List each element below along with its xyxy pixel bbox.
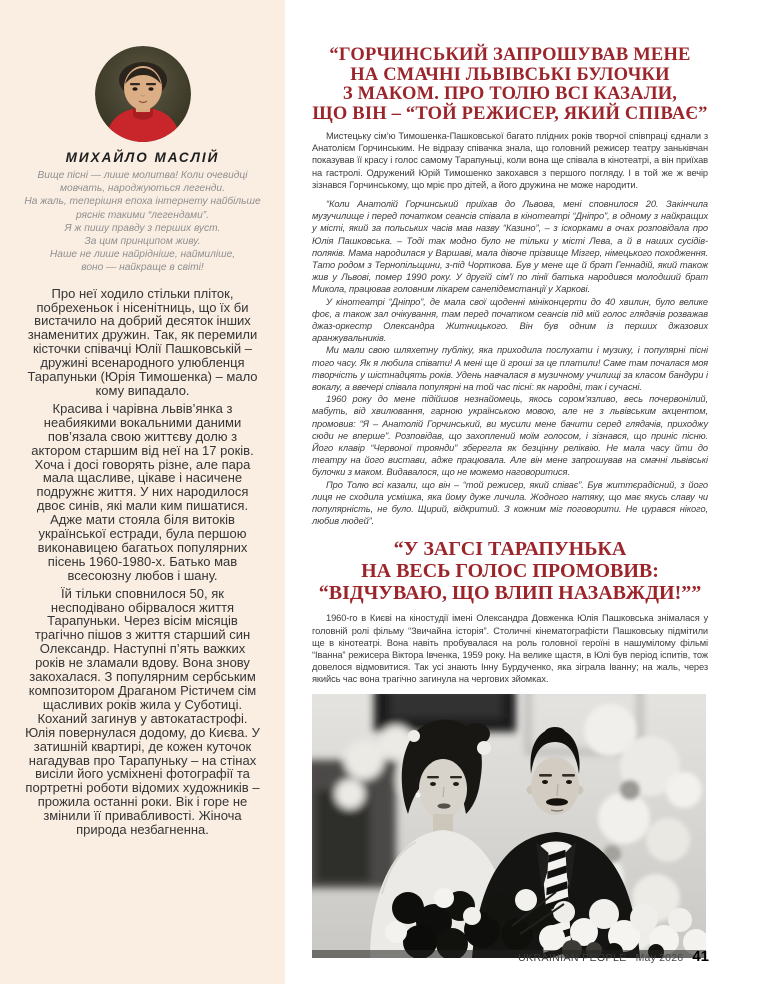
motto-line: Я ж пишу правду з перших вуст.: [64, 222, 221, 234]
wedding-photo: [312, 694, 706, 958]
sidebar-lede: [25, 287, 261, 837]
magazine-name: UKRAINIAN PEOPLE: [518, 952, 627, 964]
paragraph: У кінотеатрі “Дніпро”, де мала свої щоденні мініконцерти до 40 хвилин, було велике фоє, а також зал очікування, там перед початком сеансів під мій голос глядачів розважав джаз-оркестр Олександра Житницького. Він був одним із перших джазових аранжувальників.: [312, 296, 708, 344]
headline-line: НА ВЕСЬ ГОЛОС ПРОМОВИВ:: [361, 559, 659, 582]
headline-secondary: [312, 538, 708, 605]
author-portrait-illustration: [95, 46, 191, 142]
headline-line: “ГОРЧИНСЬКИЙ ЗАПРОШУВАВ МЕНЕ: [329, 45, 691, 65]
motto-line: Наше не лише найрідніше, наймиліше,: [49, 249, 236, 261]
paragraph: “Коли Анатолій Горчинський приїхав до Львова, мені сповнилося 20. Закінчила музучилище і перед початком сеансів співала в кінотеатрі “Дніпро”, в одному з найкращих у місті, який за польських часів мав назву “Казино”, – з іскорками в очах розповідала про Юлія Пашковська. – Тоді так модно було не тільки у місті Лева, а й в наших сусідів-поляків. Мама народилася у Варшаві, мала дівоче прізвище Мізгер, німецького походження. Тато родом з Тернопільщини, з-під Чорткова. Був у мене ще й брат Геннадій, який також жив у Львові, помер 1990 року. У другій сім’ї по лінії батька народився молодший брат Микола, працював головним лікарем санепідемстанції у Харкові.: [312, 199, 708, 295]
paragraph: 1960 року до мене підійшов незнайомець, якось сором’язливо, весь почервонілий, мабуть, від хвилювання, гарною українською мовою, але не з львівським акцентом, промовив: “Я – Анатолій Горчинський, ви мусили мене бачити серед глядачів, приходжу сюди не вперше”. Розповідав, що захоплений моїм голосом, і зізнався, що приніс пісню. Його клавір “Червоної троянди” зберегла як безцінну реліквію. Не мала часу йти до театру на його вистави, адже працювала. Але він мене запрошував на смачні львівські булочки з маком. Видавалося, що не можемо наговоритися.: [312, 394, 708, 478]
quote-paragraphs: [312, 198, 708, 527]
headline-line: НА СМАЧНІ ЛЬВІВСЬКІ БУЛОЧКИ: [350, 64, 670, 85]
motto-line: За цим принципом живу.: [84, 236, 201, 248]
headline-line: “У ЗАГСІ ТАРАПУНЬКА: [393, 537, 627, 560]
intro-paragraph: [312, 130, 708, 191]
page-footer: [518, 948, 709, 965]
headline-line: “ВІДЧУВАЮ, ЩО ВЛИП НАЗАВЖДИ!””: [318, 582, 702, 605]
lede-paragraph: Про неї ходило стільки пліток, побрехеньок і нісенітниць, що їх би вистачило на добрий десяток інших знаменитих дружин. Так, як перемили кісточки співачці Юлії Пашковській – дружині всенародного улюбленця Тарапуньки (Юрія Тимошенка) – мало кому випадало.: [27, 285, 258, 398]
paragraph: Мистецьку сім’ю Тимошенка-Пашковської багато плідних років творчої співпраці єднали з Анатолієм Горчинським. Не відразу співачка знала, що головний режисер театру заньківчан показував її красу і голос самому Тарапуньці, коли вона ще співала в кінотеатрі, а він приїхав на гастролі. Одружений Юрій Тимошенко закохався з першого погляду. І в той же ж вечір зізнався Горчинському, що мріє про дітей, а його дружина не може народити.: [312, 131, 708, 190]
headline-primary: [312, 46, 708, 124]
lede-paragraph: Їй тільки сповнилося 50, як несподівано обірвалося життя Тарапуньки. Через вісім місяців трагічно пішов з життя старший син Олександр. Наступні п’ять важких років не зламали вдову. Вона знову закохалася. З популярним сербським композитором Драганом Рістичем сім щасливих років жила у Суботиці. Коханий загинув у автокатастрофі. Юлія повернулася додому, до Києва. У затишній квартирі, де кожен куточок нагадував про Тарапуньку – на стінах висіли його усміхнені фотографії та портретні роботи відомих художників – прожила останні роки. Вік і горе не змінили її привабливості. Жіноча природа незбагненна.: [25, 585, 260, 838]
motto-line: На жаль, теперішня епоха інтернету найбільше: [24, 196, 261, 208]
headline-line: З МАКОМ. ПРО ТОЛЮ ВСІ КАЗАЛИ,: [342, 84, 678, 104]
page-number: 41: [692, 948, 709, 965]
author-motto: [0, 169, 285, 275]
lede-paragraph: Красива і чарівна львів’янка з неабиякими вокальними даними пов’язала свою життєву долю з актором старшим від неї на 17 років. Хоча і досі говорять різне, але пара мала щасливе, цікаве і насичене подружнє життя. У них народилося двоє синів, які мали ким пишатися. Адже мати стояла біля витоків української естради, була першою виконавицею багатьох популярних пісень 1960-1980-х. Батько мав всесоюзну любов і шану.: [31, 400, 254, 583]
author-name: МИХАЙЛО МАСЛІЙ: [65, 150, 220, 165]
sidebar: [0, 0, 285, 984]
paragraph: 1960-го в Києві на кіностудії імені Олександра Довженка Юлія Пашковська знімалася у головній ролі фільму “Звичайна історія”. Столичні кінематографісти Пашковську підмітили ще в кінотеатрі. Вона навіть пробувалася на роль головної героїні в нашумілому фільмі “Іванна” режисера Віктора Івченка, 1959 року. На велике щастя, в Юлі був період іспитів, тож довелося відмовитися. Так усі знають Інну Бурдученко, яка зіграла Іванну; на жаль, через якийсь час вона трагічно загинула на чергових зйомках.: [312, 613, 708, 685]
paragraph: Про Толю всі казали, що він – “той режисер, який співає”. Був життєрадісний, з його лиця не сходила усмішка, яка йому дуже личила. Жодного натяку, що має якусь славу чи популярність, не було. Щирий, відкритий. З кожним міг поговорити. Не цурався нікого, любив людей”.: [312, 479, 708, 527]
motto-line: рясніє такими “легендами”.: [76, 209, 209, 221]
wedding-photo-illustration: [312, 694, 706, 958]
author-photo: [95, 46, 191, 142]
outro-paragraph: [312, 612, 708, 685]
motto-line: воно — найкраще в світі!: [81, 262, 204, 274]
motto-line: мовчать, народжуються легенди.: [60, 183, 225, 195]
issue-date: May 2026: [635, 952, 684, 964]
headline-line: ЩО ВІН – “ТОЙ РЕЖИСЕР, ЯКИЙ СПІВАЄ”: [312, 103, 708, 124]
article-body: [312, 0, 708, 958]
motto-line: Вище пісні — лише молитва! Коли очевидці: [37, 170, 248, 181]
paragraph: Ми мали свою шляхетну публіку, яка приходила послухати і музику, і популярні пісні того часу. Як я любила співати! А мені ще й гроші за це платили! Саме там почалася моя творчість у шістнадцять років. Удень навчалася в музичному училищі за класом бандури і вокалу, а ввечері співала популярні на той час пісні: як народні, так і сучасні.: [312, 345, 708, 393]
